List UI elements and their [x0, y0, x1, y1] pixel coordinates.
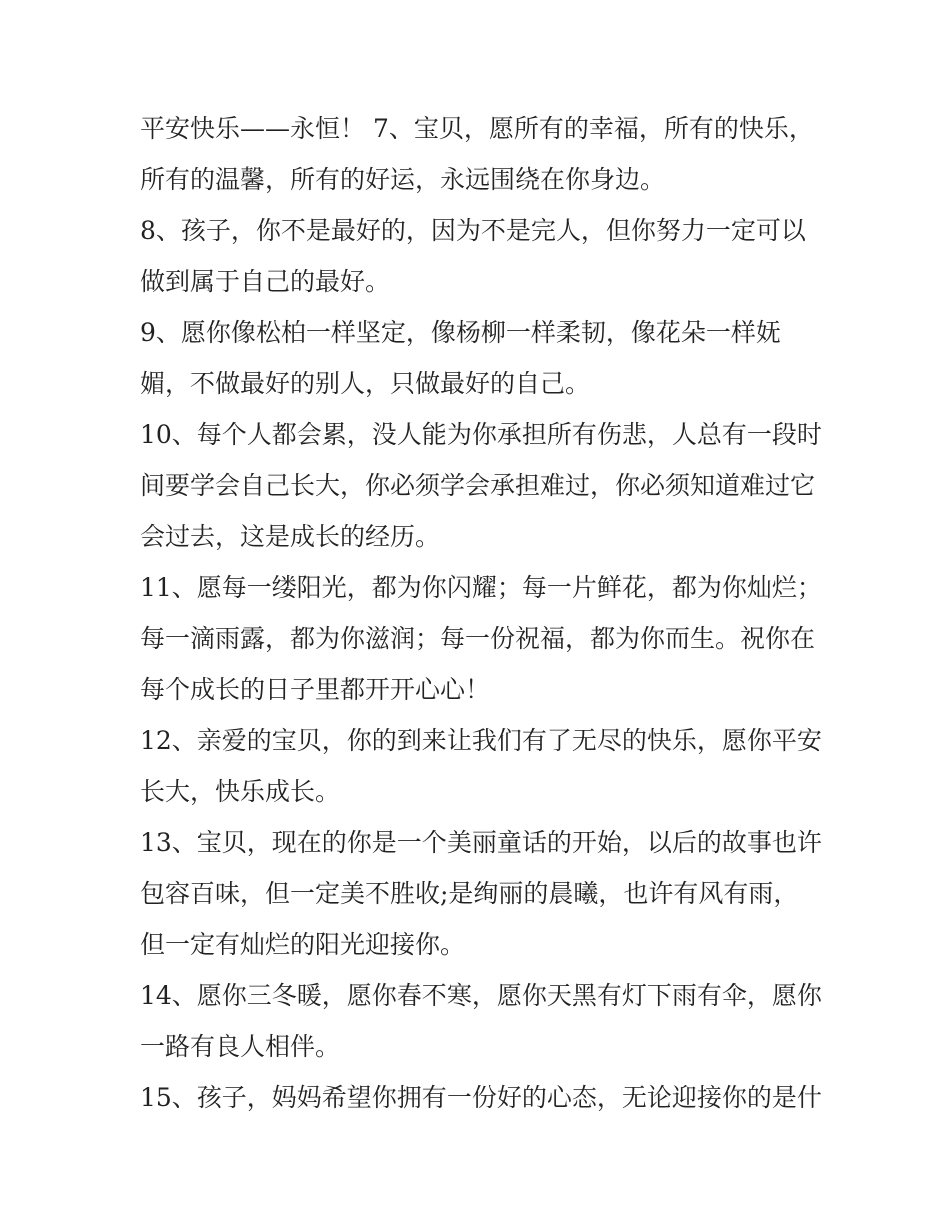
text-line: 10、每个人都会累，没人能为你承担所有伤悲，人总有一段时: [140, 420, 822, 449]
text-line: 会过去，这是成长的经历。: [140, 522, 441, 551]
text-line: 包容百味，但一定美不胜收;是绚丽的晨曦，也许有风有雨，: [140, 879, 799, 908]
text-line: 做到属于自己的最好。: [140, 267, 391, 296]
text-line: 但一定有灿烂的阳光迎接你。: [140, 930, 466, 959]
text-line: 12、亲爱的宝贝，你的到来让我们有了无尽的快乐，愿你平安: [140, 726, 822, 755]
text-line: 8、孩子，你不是最好的，因为不是完人，但你努力一定可以: [140, 216, 806, 245]
text-line: 媚，不做最好的别人，只做最好的自己。: [140, 369, 591, 398]
text-line: 长大，快乐成长。: [140, 777, 341, 806]
text-line: 平安快乐——永恒！ 7、宝贝，愿所有的幸福，所有的快乐，: [140, 114, 814, 143]
text-line: 间要学会自己长大，你必须学会承担难过，你必须知道难过它: [140, 471, 816, 500]
text-line: 14、愿你三冬暖，愿你春不寒，愿你天黑有灯下雨有伞，愿你: [140, 981, 822, 1010]
text-line: 每个成长的日子里都开开心心！: [140, 675, 491, 704]
text-line: 每一滴雨露，都为你滋润；每一份祝福，都为你而生。祝你在: [140, 624, 816, 653]
text-line: 11、愿每一缕阳光，都为你闪耀；每一片鲜花，都为你灿烂；: [140, 573, 822, 602]
document-text: [140, 103, 820, 1123]
text-line: 13、宝贝，现在的你是一个美丽童话的开始，以后的故事也许: [140, 828, 822, 857]
text-line: 所有的温馨，所有的好运，永远围绕在你身边。: [140, 165, 666, 194]
text-line: 一路有良人相伴。: [140, 1032, 341, 1061]
text-line: 9、愿你像松柏一样坚定，像杨柳一样柔韧，像花朵一样妩: [140, 318, 781, 347]
text-line: 15、孩子，妈妈希望你拥有一份好的心态，无论迎接你的是什: [140, 1083, 822, 1112]
